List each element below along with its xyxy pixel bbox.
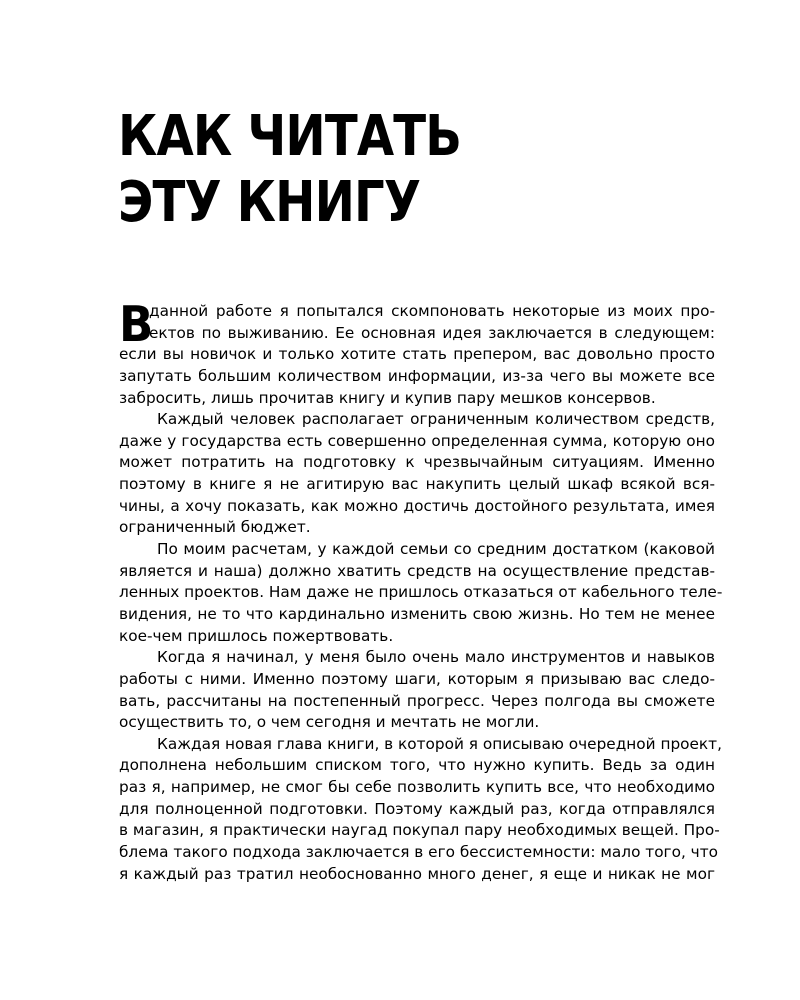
- text-line: ленных проектов. Нам даже не пришлось отказаться от кабельного теле-: [119, 583, 723, 602]
- text-line: работы с ними. Именно поэтому шаги, которым я призываю вас следо-: [119, 669, 715, 688]
- text-line: может потратить на подготовку к чрезвычайным ситуациям. Именно: [119, 453, 715, 472]
- text-line: осуществить то, о чем сегодня и мечтать не могли.: [119, 713, 540, 732]
- text-line: раз я, например, не смог бы себе позволить купить все, что необходимо: [119, 778, 715, 797]
- text-line: если вы новичок и только хотите стать препером, вас довольно просто: [119, 345, 715, 364]
- text-line: является и наша) должно хватить средств на осуществление представ-: [119, 561, 715, 580]
- body-text: [119, 296, 723, 885]
- text-line: ограниченный бюджет.: [119, 518, 311, 537]
- text-line: видения, не то что кардинально изменить свою жизнь. Но тем не менее: [119, 604, 715, 623]
- text-line: в магазин, я практически наугад покупал пару необходимых вещей. Про-: [119, 821, 720, 840]
- text-line: Когда я начинал, у меня было очень мало инструментов и навыков: [157, 648, 715, 667]
- text-line: данной работе я попытался скомпоновать некоторые из моих про-: [149, 302, 715, 320]
- text-line: я каждый раз тратил необоснованно много денег, я еще и никак не мог: [119, 864, 715, 883]
- text-line: запутать большим количеством информации, из-за чего вы можете все: [119, 366, 715, 385]
- text-line: По моим расчетам, у каждой семьи со средним достатком (каковой: [157, 540, 715, 559]
- text-line: блема такого подхода заключается в его бессистемности: мало того, что: [119, 843, 718, 862]
- drop-cap: В: [119, 296, 154, 353]
- text-line: кое-чем пришлось пожертвовать.: [119, 626, 394, 645]
- text-line: ектов по выживанию. Ее основная идея заключается в следующем:: [149, 323, 715, 342]
- chapter-title: [118, 104, 461, 236]
- text-line: для полноценной подготовки. Поэтому каждый раз, когда отправлялся: [119, 799, 715, 818]
- text-line: поэтому в книге я не агитирую вас накупить целый шкаф всякой вся-: [119, 475, 715, 494]
- chapter-title-line-2: ЭТУ КНИГУ: [118, 170, 421, 235]
- text-line: вать, рассчитаны на постепенный прогресс. Через полгода вы сможете: [119, 691, 715, 710]
- text-line: чины, а хочу показать, как можно достичь достойного результата, имея: [119, 496, 715, 515]
- text-line: Каждая новая глава книги, в которой я описываю очередной проект,: [157, 734, 722, 753]
- text-line: дополнена небольшим списком того, что нужно купить. Ведь за один: [119, 756, 715, 775]
- text-line: забросить, лишь прочитав книгу и купив пару мешков консервов.: [119, 388, 656, 407]
- chapter-title-line-1: КАК ЧИТАТЬ: [118, 104, 462, 169]
- text-line: даже у государства есть совершенно определенная сумма, которую оно: [119, 431, 715, 450]
- text-line: Каждый человек располагает ограниченным количеством средств,: [157, 410, 715, 429]
